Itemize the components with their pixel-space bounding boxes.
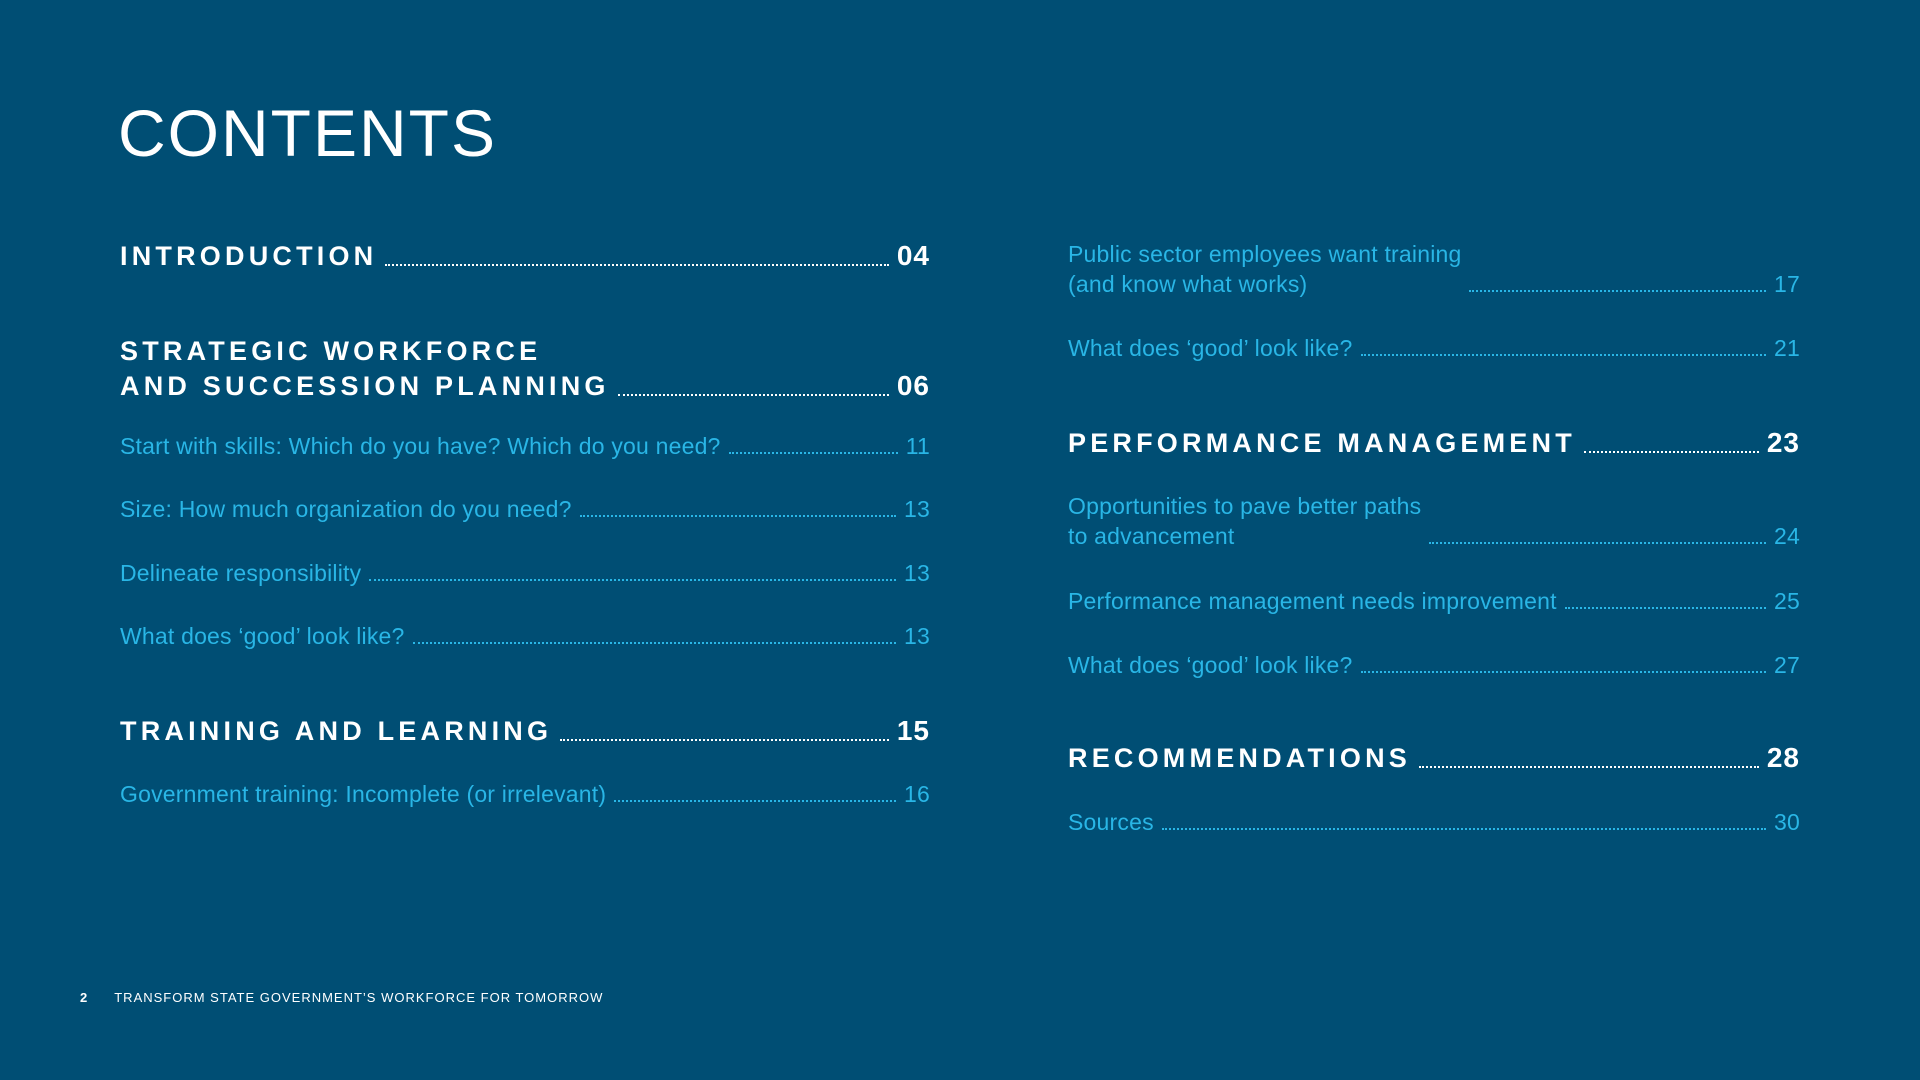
- toc-page-number: 15: [896, 715, 930, 746]
- toc-entry-start-with-skills[interactable]: [120, 432, 930, 462]
- toc-entry-introduction[interactable]: [120, 238, 930, 274]
- toc-page-number: 13: [904, 496, 930, 522]
- toc-entry-opportunities-to-pave[interactable]: [1068, 492, 1800, 552]
- toc-entry-label: TRAINING AND LEARNING: [120, 716, 553, 747]
- toc-entry-label-line1: Opportunities to pave better paths: [1068, 493, 1422, 519]
- dot-leader: [1419, 766, 1759, 768]
- toc-page-number: 13: [904, 623, 930, 649]
- toc-entry-label: Government training: Incomplete (or irrelevant): [120, 781, 607, 807]
- dot-leader: [1565, 607, 1766, 609]
- toc-page-number: 23: [1766, 427, 1800, 458]
- toc-entry-label: PERFORMANCE MANAGEMENT: [1068, 428, 1576, 459]
- toc-entry-performance-management-needs-improvement[interactable]: [1068, 587, 1800, 617]
- toc-entry-label: Sources: [1068, 809, 1154, 835]
- toc-entry-label: What does ‘good’ look like?: [1068, 335, 1353, 361]
- page-title: CONTENTS: [118, 96, 497, 170]
- dot-leader: [580, 515, 896, 517]
- toc-entry-what-does-good-look-like[interactable]: [1068, 334, 1800, 364]
- toc-entry-public-sector-employees[interactable]: [1068, 240, 1800, 300]
- toc-page-number: 16: [904, 781, 930, 807]
- toc-entry-performance-management[interactable]: [1068, 425, 1800, 461]
- toc-page-number: 06: [896, 369, 930, 401]
- toc-entry-what-does-good-look-like[interactable]: [1068, 651, 1800, 681]
- toc-entry-recommendations[interactable]: [1068, 740, 1800, 776]
- toc-page-number: 24: [1774, 522, 1800, 549]
- dot-leader: [385, 264, 888, 266]
- dot-leader: [1584, 451, 1759, 453]
- toc-page-number: 21: [1774, 335, 1800, 361]
- toc-entry-label-line1: STRATEGIC WORKFORCE: [120, 336, 542, 366]
- dot-leader: [618, 394, 889, 396]
- footer-document-title: TRANSFORM STATE GOVERNMENT’S WORKFORCE FOR TOMORROW: [114, 990, 604, 1005]
- toc-page-number: 13: [904, 560, 930, 586]
- toc-entry-size[interactable]: [120, 495, 930, 525]
- dot-leader: [1361, 354, 1766, 356]
- dot-leader: [1429, 542, 1766, 544]
- toc-entry-label: What does ‘good’ look like?: [1068, 652, 1353, 678]
- toc-entry-label-line2: to advancement: [1068, 522, 1235, 549]
- toc-entry-government-training[interactable]: [120, 780, 930, 810]
- toc-entry-training-and-learning[interactable]: [120, 713, 930, 749]
- toc-page-number: 11: [905, 433, 930, 459]
- dot-leader: [560, 739, 889, 741]
- toc-page-number: 25: [1774, 588, 1800, 614]
- toc-entry-strategic-workforce[interactable]: [120, 334, 930, 404]
- dot-leader: [614, 800, 896, 802]
- toc-entry-label: INTRODUCTION: [120, 241, 378, 272]
- toc-entry-label: Performance management needs improvement: [1068, 588, 1557, 614]
- toc-page-number: 04: [896, 240, 930, 271]
- dot-leader: [729, 452, 898, 454]
- toc-entry-sources[interactable]: [1068, 808, 1800, 838]
- dot-leader: [1361, 671, 1766, 673]
- toc-page-number: 28: [1766, 742, 1800, 773]
- dot-leader: [369, 579, 896, 581]
- toc-entry-label: [1068, 240, 1461, 300]
- toc-entry-label-line1: Public sector employees want training: [1068, 241, 1462, 267]
- toc-page-number: 30: [1774, 809, 1800, 835]
- dot-leader: [413, 642, 896, 644]
- toc-entry-what-does-good-look-like[interactable]: [120, 622, 930, 652]
- toc-page-number: 27: [1774, 652, 1800, 678]
- toc-entry-label-line2: AND SUCCESSION PLANNING: [120, 371, 610, 402]
- toc-entry-label: Size: How much organization do you need?: [120, 496, 572, 522]
- toc-entry-label: [120, 334, 610, 404]
- page-footer: [80, 990, 603, 1005]
- toc-entry-label: RECOMMENDATIONS: [1068, 743, 1411, 774]
- toc-entry-label: Delineate responsibility: [120, 560, 362, 586]
- dot-leader: [1469, 290, 1766, 292]
- toc-entry-label: Start with skills: Which do you have? Which do you need?: [120, 433, 721, 459]
- toc-page-number: 17: [1774, 270, 1800, 297]
- toc-entry-label: [1068, 492, 1421, 552]
- toc-entry-delineate-responsibility[interactable]: [120, 559, 930, 589]
- footer-page-number: 2: [80, 990, 89, 1005]
- dot-leader: [1162, 828, 1766, 830]
- toc-entry-label: What does ‘good’ look like?: [120, 623, 405, 649]
- toc-entry-label-line2: (and know what works): [1068, 270, 1308, 297]
